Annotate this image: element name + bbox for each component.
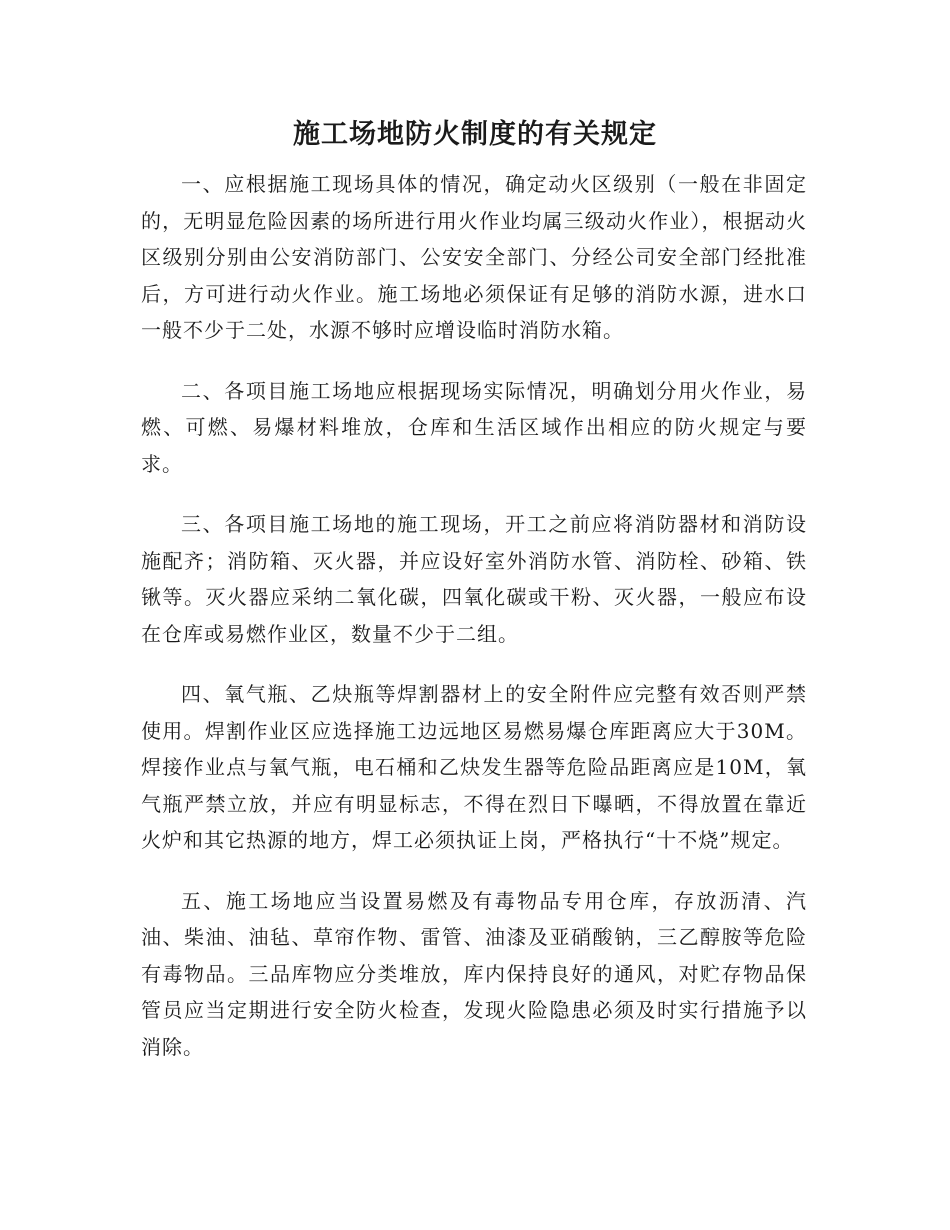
paragraph-3: 三、各项目施工场地的施工现场，开工之前应将消防器材和消防设施配齐；消防箱、灭火器，并应设好室外消防水管、消防栓、砂箱、铁锹等。灭火器应采纳二氧化碳，四氧化碳或干粉、灭火器，一般应布设在仓库或易燃作业区，数量不少于二组。: [141, 512, 807, 646]
paragraph-5: 五、施工场地应当设置易燃及有毒物品专用仓库，存放沥清、汽油、柴油、油毡、草帘作物、雷管、油漆及亚硝酸钠，三乙醇胺等危险有毒物品。三品库物应分类堆放，库内保持良好的通风，对贮存物品保管员应当定期进行安全防火检查，发现火险隐患必须及时实行措施予以消除。: [141, 888, 807, 1059]
document-title: 施工场地防火制度的有关规定: [293, 119, 657, 150]
paragraph-4: 四、氧气瓶、乙炔瓶等焊割器材上的安全附件应完整有效否则严禁使用。焊割作业区应选择施工边远地区易燃易爆仓库距离应大于30M。焊接作业点与氧气瓶，电石桶和乙炔发生器等危险品距离应是10M，氧气瓶严禁立放，并应有明显标志，不得在烈日下曝晒，不得放置在靠近火炉和其它热源的地方，焊工必须执证上岗，严格执行“十不烧”规定。: [141, 682, 807, 852]
paragraph-2: 二、各项目施工场地应根据现场实际情况，明确划分用火作业，易燃、可燃、易爆材料堆放，仓库和生活区域作出相应的防火规定与要求。: [141, 378, 807, 476]
document-body: [141, 166, 807, 1089]
paragraph-1: 一、应根据施工现场具体的情况，确定动火区级别（一般在非固定的，无明显危险因素的场所进行用火作业均属三级动火作业），根据动火区级别分别由公安消防部门、公安安全部门、分经公司安全部门经批准后，方可进行动火作业。施工场地必须保证有足够的消防水源，进水口一般不少于二处，水源不够时应增设临时消防水箱。: [141, 172, 807, 342]
